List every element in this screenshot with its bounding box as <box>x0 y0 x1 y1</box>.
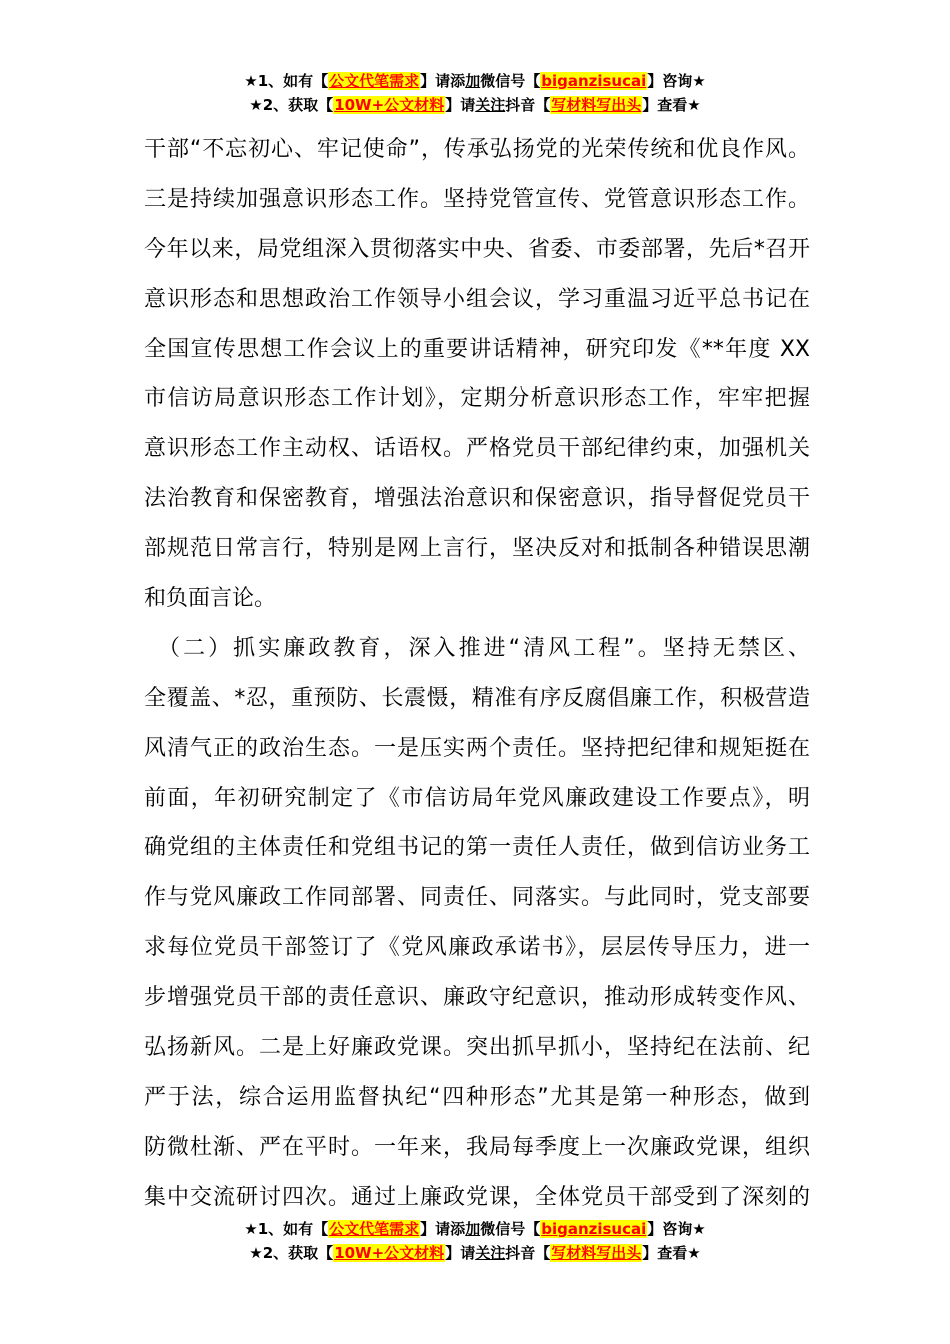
banner-highlight: 公文代笔需求 <box>329 1220 420 1238</box>
banner-text: 】请 <box>445 96 476 114</box>
banner-highlight: 写材料写出头 <box>551 96 642 114</box>
banner-text: 】请添 <box>420 72 466 90</box>
banner-highlight: 公文代笔需求 <box>329 72 420 90</box>
banner-text: 抖音【 <box>505 1244 551 1262</box>
body-line: 求每位党员干部签订了《党风廉政承诺书》，层层传导压力，进一 <box>144 935 810 961</box>
header-banner <box>0 69 950 117</box>
banner-highlight: 10W+公文材料 <box>334 96 445 114</box>
body-line: 干部“不忘初心、牢记使命”，传承弘扬党的光荣传统和优良作风。 <box>144 137 810 162</box>
body-line: 防微杜渐、严在平时。一年来，我局每季度上一次廉政党课，组织 <box>144 1134 810 1160</box>
banner-text: 】请 <box>445 1244 476 1262</box>
body-line: 集中交流研讨四次。通过上廉政党课，全体党员干部受到了深刻的 <box>144 1184 810 1210</box>
body-line: 全覆盖、*忍，重预防、长震慑，精准有序反腐倡廉工作，积极营造 <box>144 685 810 711</box>
body-line: 作与党风廉政工作同部署、同责任、同落实。与此同时，党支部要 <box>144 885 810 911</box>
body-line: 市信访局意识形态工作计划》，定期分析意识形态工作，牢牢把握 <box>144 386 810 412</box>
banner-text: 微信号【 <box>480 1220 541 1238</box>
banner-text: 】请添 <box>420 1220 466 1238</box>
banner-text: 】咨询★ <box>647 72 706 90</box>
body-line: 风清气正的政治生态。一是压实两个责任。坚持把纪律和规矩挺在 <box>144 735 810 761</box>
banner-text: 】查看★ <box>642 1244 701 1262</box>
section-heading-line: （二）抓实廉政教育，深入推进“清风工程”。坚持无禁区、 <box>144 635 810 661</box>
document-body <box>144 125 810 1223</box>
body-line: 全国宣传思想工作会议上的重要讲话精神，研究印发《**年度 XX <box>144 336 810 362</box>
banner-text: ★1、如有【 <box>244 1220 329 1238</box>
banner-text: ★1、如有【 <box>244 72 329 90</box>
banner-line-1 <box>0 69 950 93</box>
body-line: 意识形态工作主动权、话语权。严格党员干部纪律约束，加强机关 <box>144 436 810 462</box>
body-line: 法治教育和保密教育，增强法治意识和保密意识，指导督促党员干 <box>144 486 810 512</box>
body-line: 三是持续加强意识形态工作。坚持党管宣传、党管意识形态工作。 <box>144 186 810 212</box>
body-line: 确党组的主体责任和党组书记的第一责任人责任，做到信访业务工 <box>144 835 810 861</box>
banner-line-2 <box>0 93 950 117</box>
banner-emphasis: 加 <box>465 72 481 90</box>
banner-emphasis: 加 <box>465 1220 481 1238</box>
banner-text: 抖音【 <box>505 96 551 114</box>
banner-highlight: 写材料写出头 <box>551 1244 642 1262</box>
banner-line-2 <box>0 1241 950 1265</box>
body-line: 意识形态和思想政治工作领导小组会议，学习重温习近平总书记在 <box>144 286 810 312</box>
banner-emphasis: 关注 <box>475 96 506 114</box>
body-line: 部规范日常言行，特别是网上言行，坚决反对和抵制各种错误思潮 <box>144 536 810 562</box>
body-line: 步增强党员干部的责任意识、廉政守纪意识，推动形成转变作风、 <box>144 985 810 1011</box>
banner-highlight: 10W+公文材料 <box>334 1244 445 1262</box>
banner-text: ★2、获取【 <box>249 96 334 114</box>
banner-highlight: biganzisucai <box>541 1220 647 1238</box>
banner-emphasis: 关注 <box>475 1244 506 1262</box>
body-line: 和负面言论。 <box>144 586 277 612</box>
banner-text: 】咨询★ <box>647 1220 706 1238</box>
banner-line-1 <box>0 1217 950 1241</box>
body-line: 今年以来，局党组深入贯彻落实中央、省委、市委部署，先后*召开 <box>144 236 810 262</box>
body-line: 严于法，综合运用监督执纪“四种形态”尤其是第一种形态，做到 <box>144 1084 810 1110</box>
banner-highlight: biganzisucai <box>541 72 647 90</box>
banner-text: 】查看★ <box>642 96 701 114</box>
banner-text: ★2、获取【 <box>249 1244 334 1262</box>
banner-text: 微信号【 <box>480 72 541 90</box>
body-line: 前面，年初研究制定了《市信访局年党风廉政建设工作要点》，明 <box>144 785 810 811</box>
footer-banner <box>0 1217 950 1265</box>
body-line: 弘扬新风。二是上好廉政党课。突出抓早抓小，坚持纪在法前、纪 <box>144 1035 810 1061</box>
